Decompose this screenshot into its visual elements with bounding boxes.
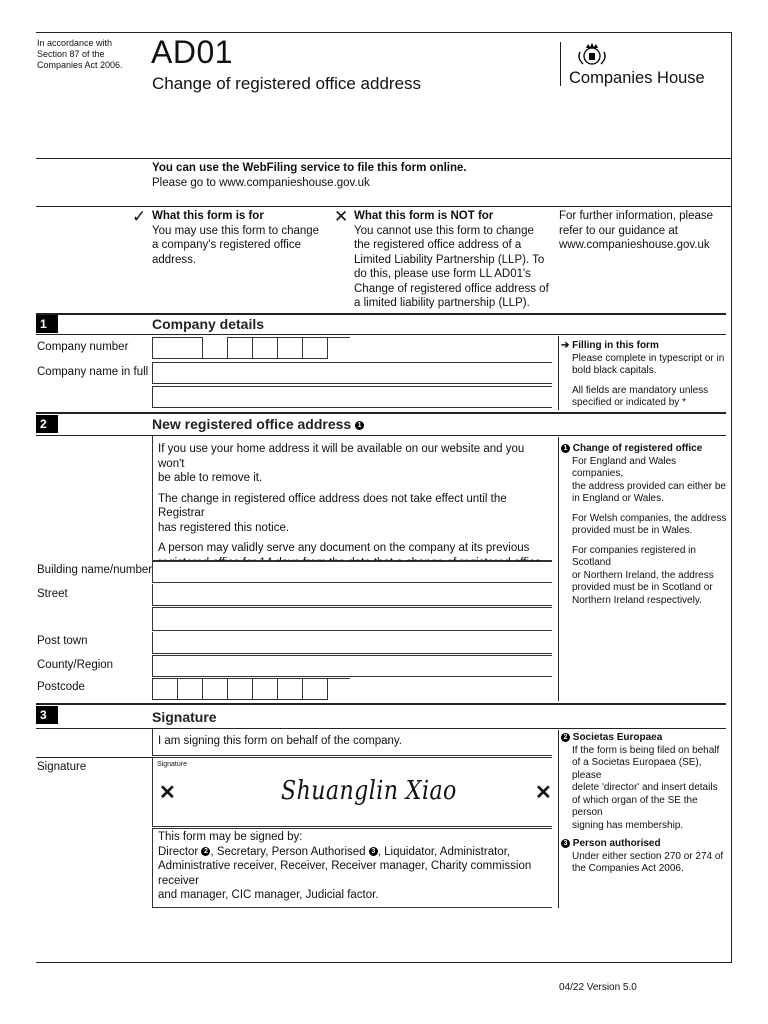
brand-name: Companies House: [569, 69, 705, 87]
signature-box[interactable]: [152, 757, 552, 827]
change-office-guidance: 1 Change of registered office For England and Wales companies, the address provided can either be in England or Wales. For Welsh companies, the address provided must be in Wales. For companies registered in Scotland or Northern Ireland, the address provided must be in Scotland or Northern Ireland respectively.: [561, 443, 729, 607]
signers-note: This form may be signed by: Director 2 , Secretary, Person Authorised 3 , Liquidator, Administrator, Administrative receiver, Receiver, Receiver manager, Charity commission receiver and manager, CIC manager, Judicial factor.: [152, 828, 552, 908]
form-not-for: What this form is NOT for You cannot use this form to change the registered office address of a Limited Liability Partnership (LLP). To do this, please use form LL AD01's Change of registered office address of a limited liability partnership (LLP).: [354, 210, 549, 309]
arrow-right-icon: ➔: [561, 340, 570, 351]
note-1-marker-icon: 1: [561, 444, 570, 453]
declaration-text: I am signing this form on behalf of the company.: [158, 735, 402, 747]
form-is-for: What this form is for You may use this form to change a company's registered office address.: [152, 210, 320, 266]
county-input[interactable]: [152, 655, 552, 677]
signature-cross-left-icon: ✕: [159, 782, 176, 804]
signature-guidance: 2 Societas Europaea If the form is being filed on behalf of a Societas Europaea (SE), please delete 'director' and insert details of which organ of the SE the person signing has membership. 3 Person authorised Under either section 270 or 274 of the Companies Act 2006.: [561, 732, 729, 876]
section-1-title: Company details: [152, 316, 265, 332]
building-label: Building name/number: [37, 564, 153, 576]
company-number-label: Company number: [37, 341, 129, 353]
note-2-icon: 2: [201, 847, 210, 856]
filling-guidance: ➔ Filling in this form Please complete in typescript or in bold black capitals. All fields are mandatory unless specified or indicated by *: [561, 340, 725, 408]
section-2-number: 2: [36, 415, 58, 433]
signature-cross-right-icon: ✕: [535, 782, 552, 804]
form-code: AD01: [151, 34, 234, 70]
form-title: Change of registered office address: [152, 74, 422, 93]
webfiling-notice: You can use the WebFiling service to file this form online. Please go to www.companieshouse.gov.uk: [152, 162, 467, 189]
section-3-number: 3: [36, 706, 58, 724]
section-2-title: New registered office address 1: [152, 416, 364, 432]
further-info: For further information, please refer to our guidance at www.companieshouse.gov.uk: [559, 210, 714, 251]
note-3-marker-icon: 3: [561, 839, 570, 848]
declaration-box: [152, 729, 552, 756]
building-input[interactable]: [152, 561, 552, 583]
signature-box-label: Signature: [157, 761, 187, 768]
company-name-input-line2[interactable]: [152, 386, 552, 408]
street-input-line1[interactable]: [152, 584, 552, 606]
signature-label: Signature: [37, 761, 87, 773]
signature-value: Shuanglin Xiao: [281, 776, 457, 806]
postcode-label: Postcode: [37, 681, 85, 693]
company-name-label: Company name in full: [37, 366, 149, 378]
company-name-input-line1[interactable]: [152, 362, 552, 384]
section-3-title: Signature: [152, 709, 217, 725]
note-1-icon: 1: [355, 421, 364, 430]
note-2-marker-icon: 2: [561, 733, 570, 742]
county-label: County/Region: [37, 659, 114, 671]
section-1-number: 1: [36, 315, 58, 333]
royal-crest-icon: [574, 42, 610, 68]
street-input-line2[interactable]: [152, 607, 552, 631]
street-label: Street: [37, 588, 68, 600]
tick-icon: ✓: [132, 207, 147, 226]
post-town-label: Post town: [37, 635, 88, 647]
note-3-icon: 3: [369, 847, 378, 856]
accordance-note: In accordance with Section 87 of the Companies Act 2006.: [37, 38, 123, 70]
post-town-input[interactable]: [152, 632, 552, 654]
version-footer: 04/22 Version 5.0: [559, 982, 637, 993]
address-notes: If you use your home address it will be available on our website and you won't be able to remove it. The change in registered office address does not take effect until the Registrar has registered this notice. A person may validly serve any document on the company at its previous: [152, 436, 552, 561]
cross-icon: ✕: [334, 207, 349, 226]
